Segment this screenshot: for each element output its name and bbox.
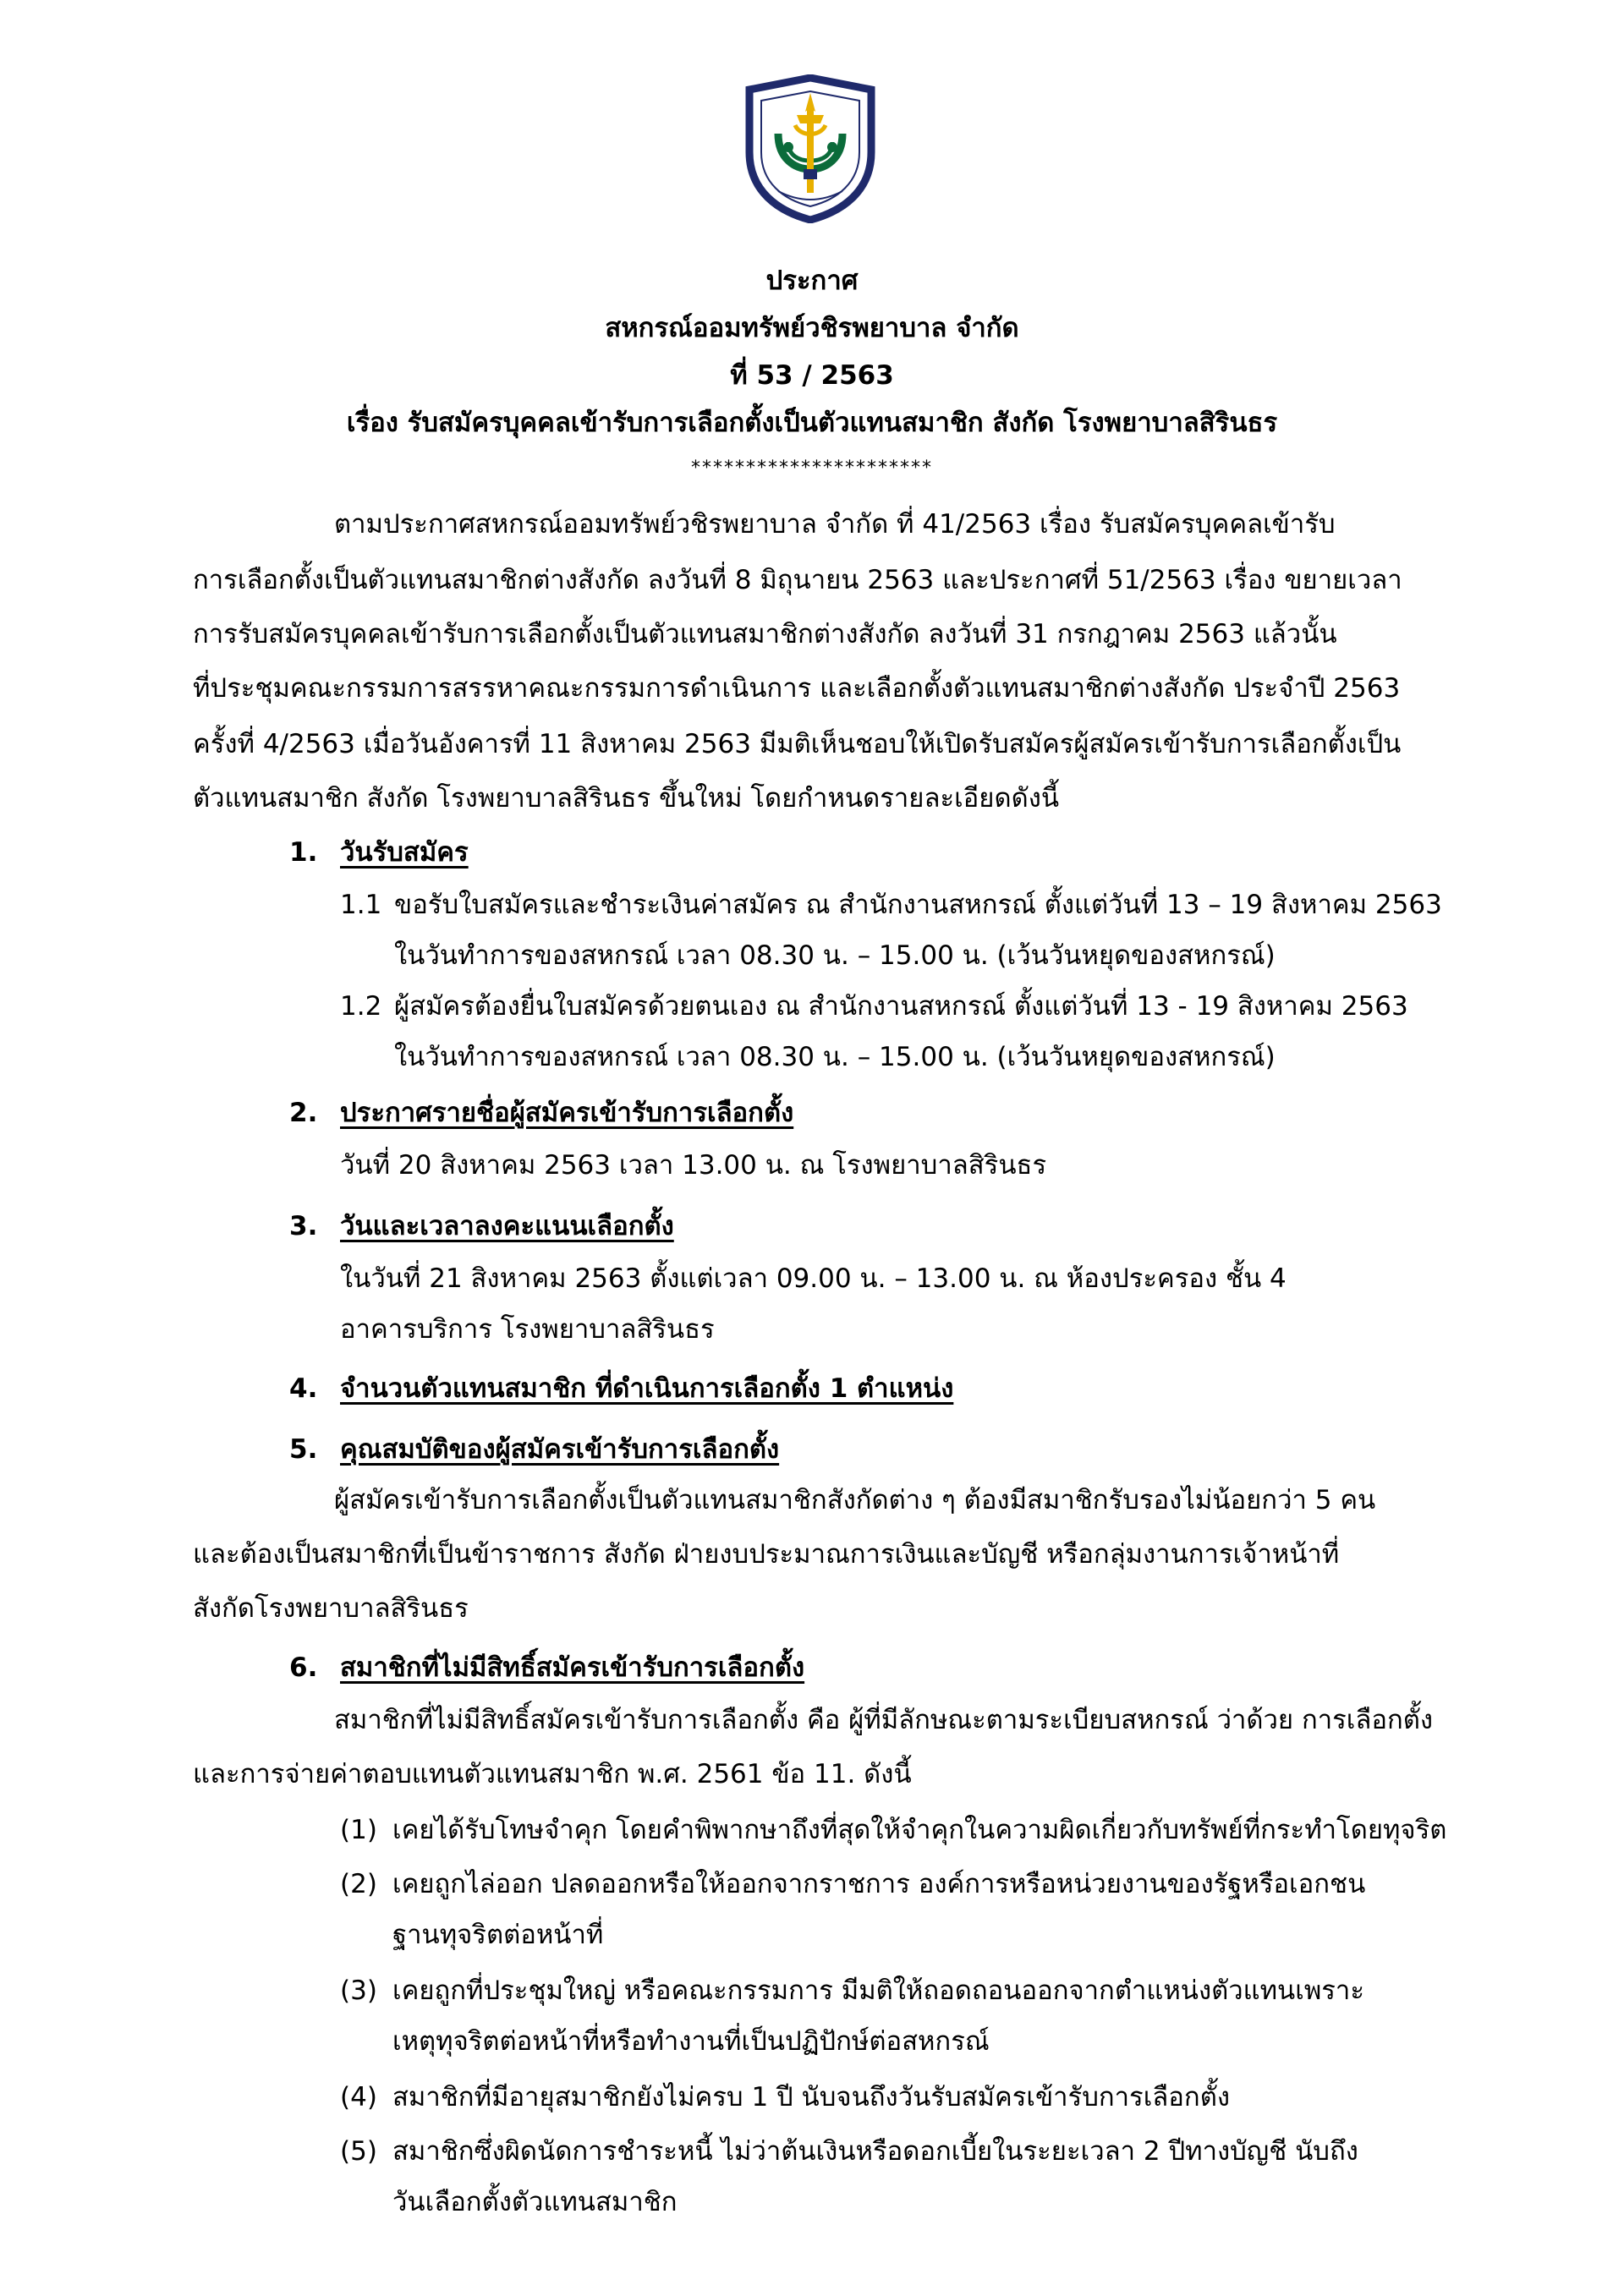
disqualification-item-2-cont: ฐานทุจริตต่อหน้าที่ <box>392 1920 604 1950</box>
section-1-item-2-cont: ในวันทำการของสหกรณ์ เวลา 08.30 น. – 15.00 น. (เว้นวันหยุดของสหกรณ์) <box>394 1042 1276 1072</box>
section-5-body: สังกัดโรงพยาบาลสิรินธร <box>193 1593 469 1624</box>
announcement-subject: เรื่อง รับสมัครบุคคลเข้ารับการเลือกตั้งเป็นตัวแทนสมาชิก สังกัด โรงพยาบาลสิรินธร <box>346 408 1278 438</box>
intro-line: ที่ประชุมคณะกรรมการสรรหาคณะกรรมการดำเนินการ และเลือกตั้งตัวแทนสมาชิกต่างสังกัด ประจำปี 2563 <box>193 673 1401 704</box>
section-2-body: วันที่ 20 สิงหาคม 2563 เวลา 13.00 น. ณ โรงพยาบาลสิรินธร <box>340 1150 1047 1181</box>
section-4-heading: 4. จำนวนตัวแทนสมาชิก ที่ดำเนินการเลือกตั้ง 1 ตำแหน่ง <box>289 1373 954 1404</box>
intro-line: การรับสมัครบุคคลเข้ารับการเลือกตั้งเป็นตัวแทนสมาชิกต่างสังกัด ลงวันที่ 31 กรกฎาคม 2563 แล้วนั้น <box>193 619 1337 649</box>
disqualification-item-1: (1) เคยได้รับโทษจำคุก โดยคำพิพากษาถึงที่สุดให้จำคุกในความผิดเกี่ยวกับทรัพย์ที่กระทำโดยทุจริต <box>340 1815 1447 1845</box>
section-3-body: ในวันที่ 21 สิงหาคม 2563 ตั้งแต่เวลา 09.00 น. – 13.00 น. ณ ห้องประครอง ชั้น 4 <box>340 1263 1287 1294</box>
section-5-body: ผู้สมัครเข้ารับการเลือกตั้งเป็นตัวแทนสมาชิกสังกัดต่าง ๆ ต้องมีสมาชิกรับรองไม่น้อยกว่า 5 คน <box>334 1485 1376 1515</box>
section-2-heading: 2. ประกาศรายชื่อผู้สมัครเข้ารับการเลือกตั้ง <box>289 1098 794 1128</box>
disqualification-item-3: (3) เคยถูกที่ประชุมใหญ่ หรือคณะกรรมการ มีมติให้ถอดถอนออกจากตำแหน่งตัวแทนเพราะ <box>340 1975 1364 2006</box>
section-6-body: และการจ่ายค่าตอบแทนตัวแทนสมาชิก พ.ศ. 2561 ข้อ 11. ดังนี้ <box>193 1759 912 1789</box>
intro-line: ครั้งที่ 4/2563 เมื่อวันอังคารที่ 11 สิงหาคม 2563 มีมติเห็นชอบให้เปิดรับสมัครผู้สมัครเข้ารับการเลือกตั้งเป็น <box>193 729 1402 759</box>
disqualification-item-5-cont: วันเลือกตั้งตัวแทนสมาชิก <box>392 2187 678 2217</box>
disqualification-item-4: (4) สมาชิกที่มีอายุสมาชิกยังไม่ครบ 1 ปี นับจนถึงวันรับสมัครเข้ารับการเลือกตั้ง <box>340 2082 1230 2112</box>
section-1-heading: 1. วันรับสมัคร <box>289 837 469 868</box>
section-1-item-1: 1.1 ขอรับใบสมัครและชำระเงินค่าสมัคร ณ สำนักงานสหกรณ์ ตั้งแต่วันที่ 13 – 19 สิงหาคม 2563 <box>340 890 1442 920</box>
section-5-body: และต้องเป็นสมาชิกที่เป็นข้าราชการ สังกัด ฝ่ายงบประมาณการเงินและบัญชี หรือกลุ่มงานการเจ้าหน้าที่ <box>193 1539 1340 1570</box>
intro-line: ตามประกาศสหกรณ์ออมทรัพย์วชิรพยาบาล จำกัด ที่ 41/2563 เรื่อง รับสมัครบุคคลเข้ารับ <box>334 509 1336 540</box>
disqualification-item-3-cont: เหตุทุจริตต่อหน้าที่หรือทำงานที่เป็นปฏิปักษ์ต่อสหกรณ์ <box>392 2026 990 2057</box>
section-1-item-1-cont: ในวันทำการของสหกรณ์ เวลา 08.30 น. – 15.00 น. (เว้นวันหยุดของสหกรณ์) <box>394 940 1276 971</box>
section-3-body: อาคารบริการ โรงพยาบาลสิรินธร <box>340 1314 715 1345</box>
cooperative-seal-logo <box>744 74 876 223</box>
announcement-title: ประกาศ <box>765 266 859 296</box>
organization-name: สหกรณ์ออมทรัพย์วชิรพยาบาล จำกัด <box>605 313 1019 343</box>
announcement-number: ที่ 53 / 2563 <box>730 360 894 391</box>
intro-line: ตัวแทนสมาชิก สังกัด โรงพยาบาลสิรินธร ขึ้นใหม่ โดยกำหนดรายละเอียดดังนี้ <box>193 783 1060 814</box>
section-5-heading: 5. คุณสมบัติของผู้สมัครเข้ารับการเลือกตั้ง <box>289 1434 780 1465</box>
section-3-heading: 3. วันและเวลาลงคะแนนเลือกตั้ง <box>289 1211 674 1241</box>
disqualification-item-2: (2) เคยถูกไล่ออก ปลดออกหรือให้ออกจากราชการ องค์การหรือหน่วยงานของรัฐหรือเอกชน <box>340 1869 1366 1899</box>
disqualification-item-5: (5) สมาชิกซึ่งผิดนัดการชำระหนี้ ไม่ว่าต้นเงินหรือดอกเบี้ยในระยะเวลา 2 ปีทางบัญชี นับถึง <box>340 2136 1358 2167</box>
intro-line: การเลือกตั้งเป็นตัวแทนสมาชิกต่างสังกัด ลงวันที่ 8 มิถุนายน 2563 และประกาศที่ 51/2563 เรื่อง ขยายเวลา <box>193 565 1402 595</box>
section-6-heading: 6. สมาชิกที่ไม่มีสิทธิ์สมัครเข้ารับการเลือกตั้ง <box>289 1652 805 1683</box>
header-divider: ********************** <box>691 458 933 479</box>
section-1-item-2: 1.2 ผู้สมัครต้องยื่นใบสมัครด้วยตนเอง ณ สำนักงานสหกรณ์ ตั้งแต่วันที่ 13 - 19 สิงหาคม 2563 <box>340 991 1408 1022</box>
section-6-body: สมาชิกที่ไม่มีสิทธิ์สมัครเข้ารับการเลือกตั้ง คือ ผู้ที่มีลักษณะตามระเบียบสหกรณ์ ว่าด้วย การเลือกตั้ง <box>334 1705 1434 1735</box>
